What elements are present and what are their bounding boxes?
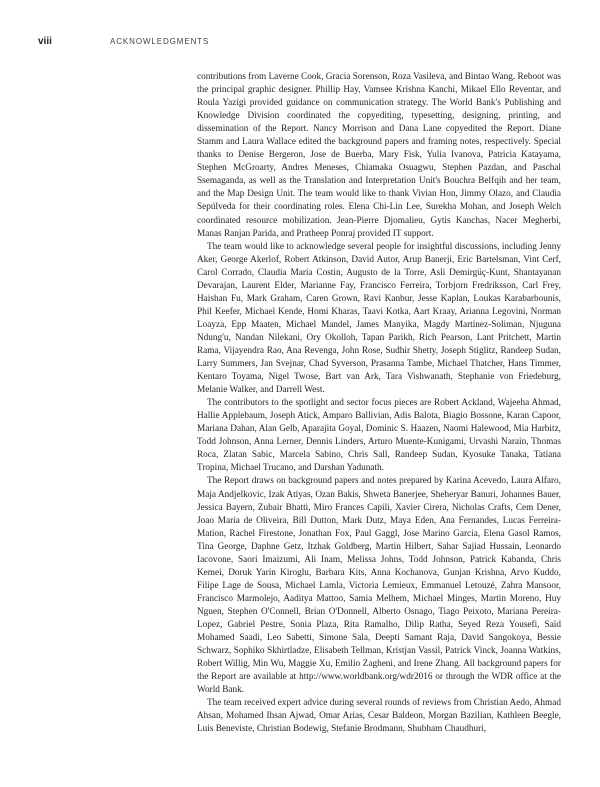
page-number: viii xyxy=(38,36,52,47)
body-text xyxy=(197,71,561,736)
section-title: ACKNOWLEDGMENTS xyxy=(110,37,210,46)
paragraph-2: The team would like to acknowledge several people for insightful discussions, including Jenny Aker, George Akerlof, Robert Atkinson, David Autor, Arup Banerji, Eric Bartelsman, Vint Cerf, Carol Corrado, Claudia Maria Costin, Augusto de la Torre, Asli Demirgüç-Kunt, Shantayanan Devarajan, Laurent Elder, Marianne Fay, Francisco Ferreira, Torbjorn Fredriksson, Carl Frey, Haishan Fu, Mark Graham, Caren Grown, Ravi Kanbur, Jesse Kaplan, Loukas Karabarbounis, Phil Keefer, Michael Kende, Homi Kharas, Taavi Kotka, Aart Kraay, Arianna Legovini, Norman Loayza, Epp Maaten, Michael Mandel, James Manyika, Magdy Martinez-Soliman, Njuguna Ndung'u, Nandan Nilekani, Ory Okolloh, Tapan Parikh, Rich Pearson, Lant Pritchett, Martin Rama, Vijayendra Rao, Ana Revenga, John Rose, Sudhir Shetty, Joseph Stiglitz, Randeep Sudan, Larry Summers, Jan Svejnar, Chad Syverson, Prasanna Tambe, Michael Thatcher, Hans Timmer, Kentaro Toyama, Nigel Twose, Bart van Ark, Tara Vishwanath, Stephanie von Friedeburg, Melanie Walker, and Darrell West. xyxy=(197,241,561,396)
paragraph-3: The contributors to the spotlight and sector focus pieces are Robert Ackland, Wajeeha Ahmad, Hallie Applebaum, Joseph Atick, Amparo Ballivian, Adis Balota, Biagio Bossone, Karan Capoor, Mariana Dahan, Alan Gelb, Aparajita Goyal, Dominic S. Haazen, Naomi Halewood, Mia Harbitz, Todd Johnson, Anna Lerner, Dennis Linders, Arturo Muente-Kunigami, Urvashi Narain, Thomas Roca, Zlatan Sabic, Marcela Sabino, Chris Sall, Randeep Sudan, Kyosuke Tanaka, Tatiana Tropina, Michael Trucano, and Darshan Yadunath. xyxy=(197,398,561,474)
paragraph-1: contributions from Laverne Cook, Gracia Sorenson, Roza Vasileva, and Bintao Wang. Reboot was the principal graphic designer. Phillip Hay, Vamsee Krishna Kanchi, Mikael Ello Reventar, and Roula Yazigi provided guidance on communication strategy. The World Bank's Publishing and Knowledge Division coordinated the copyediting, typesetting, designing, printing, and dissemination of the Report. Nancy Morrison and Dana Lane copyedited the Report. Diane Stamm and Laura Wallace edited the background papers and framing notes, respectively. Special thanks to Denise Bergeron, Jose de Buerba, Mary Fisk, Yulia Ivanova, Patricia Katayama, Stephen McGroarty, Andres Meneses, Chiamaka Osuagwu, Stephen Pazdan, and Paschal Ssemaganda, as well as the Translation and Interpretation Unit's Bouchra Belfqih and her team, and the Map Design Unit. The team would like to thank Vivian Hon, Jimmy Olazo, and Claudia Sepúlveda for their coordinating roles. Elena Chi-Lin Lee, Surekha Mohan, and Joseph Welch coordinated resource mobilization. Jean-Pierre Djomalieu, Gytis Kanchas, Nacer Megherbi, Manas Ranjan Parida, and Pratheep Ponraj provided IT support. xyxy=(197,72,561,239)
paragraph-5: The team received expert advice during several rounds of reviews from Christian Aedo, Ahmad Ahsan, Mohamed Ihsan Ajwad, Omar Arias, Cesar Baldeon, Morgan Bazilian, Kathleen Beegle, Luis Beneviste, Christian Bodewig, Stefanie Brodmann, Shubham Chaudhuri, xyxy=(197,698,561,735)
paragraph-4: The Report draws on background papers and notes prepared by Karina Acevedo, Laura Alfaro, Maja Andjelkovic, Izak Atiyas, Ozan Bakis, Shweta Banerjee, Sheheryar Banuri, Johannes Bauer, Jessica Bayern, Zubair Bhatti, Miro Frances Capili, Xavier Cirera, Nicholas Crafts, Cem Dener, Joao Maria de Oliveira, Bill Dutton, Mark Dutz, Maya Eden, Ana Fernandes, Lucas Ferreira-Mation, Rachel Firestone, Jonathan Fox, Paul Gaggl, Jose Marino Garcia, Elena Gasol Ramos, Tina George, Daphne Getz, Itzhak Goldberg, Martin Hilbert, Sahar Sajiad Hussain, Leonardo Iacovone, Saori Imaizumi, Ali Inam, Melissa Johns, Todd Johnson, Patrick Kabanda, Chris Kemei, Doruk Yarin Kiroglu, Barbara Kits, Anna Kochanova, Gunjan Krishna, Arvo Kuddo, Filipe Lage de Sousa, Michael Lamla, Victoria Lemieux, Emmanuel Letouzé, Zahra Mansoor, Francisco Marmolejo, Aaditya Mattoo, Samia Melhem, Michael Minges, Martin Moreno, Huy Nguen, Stephen O'Connell, Brian O'Donnell, Alberto Osnago, Tiago Peixoto, Mariana Pereira-Lopez, Gabriel Pestre, Sonia Plaza, Rita Ramalho, Dilip Ratha, Seyed Reza Yousefi, Saïd Mohamed Saadi, Leo Sabetti, Simone Sala, Deepti Samant Raja, David Sangokoya, Bessie Schwarz, Sophiko Skhirtladze, Elisabeth Tellman, Kristjan Vassil, Patrick Vinck, Joanna Watkins, Robert Willig, Min Wu, Maggie Xu, Emilio Zagheni, and Irene Zhang. All background papers for the Report are available at http://www.worldbank.org/wdr2016 or through the WDR office at the World Bank. xyxy=(197,476,561,696)
running-head xyxy=(38,36,209,47)
